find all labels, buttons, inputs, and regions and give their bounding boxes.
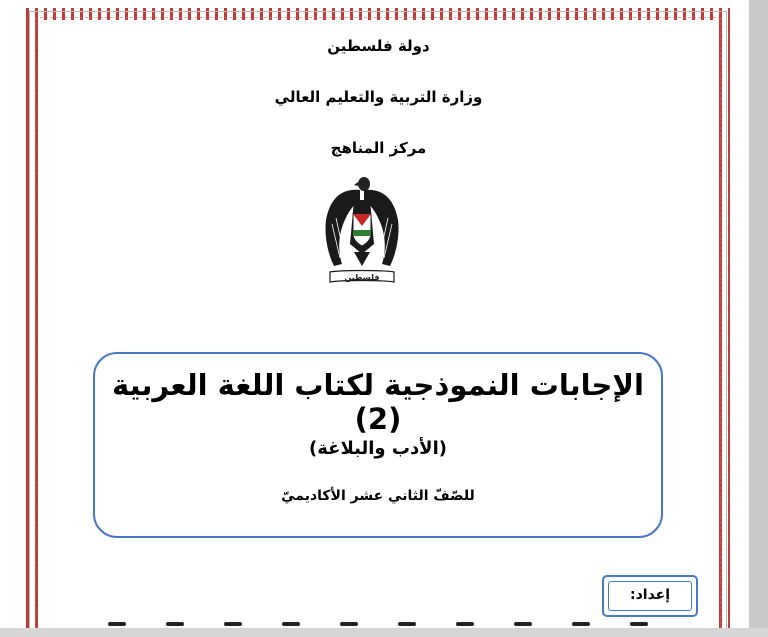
document-title: الإجابات النموذجية لكتاب اللغة العربية (2) <box>112 368 644 436</box>
title-box <box>93 352 663 538</box>
header-ministry-name: وزارة التربية والتعليم العالي <box>274 88 483 106</box>
grade-label: للصّفّ الثاني عشر الأكاديميّ <box>281 488 475 504</box>
document-page <box>8 0 749 628</box>
viewer-bottom-gutter <box>0 628 768 637</box>
prepared-by-box <box>602 575 698 617</box>
viewer-side-gutter <box>749 0 768 637</box>
header-state-name: دولة فلسطين <box>327 37 430 55</box>
prepared-by-label: إعداد: <box>629 587 671 603</box>
next-line-cut-text <box>108 622 708 628</box>
header-curriculum-center: مركز المناهج <box>330 139 427 157</box>
document-subtitle: (الأدب والبلاغة) <box>309 438 447 459</box>
svg-text:فلسطين: فلسطين <box>344 273 380 282</box>
palestine-eagle-emblem-icon <box>320 174 404 288</box>
